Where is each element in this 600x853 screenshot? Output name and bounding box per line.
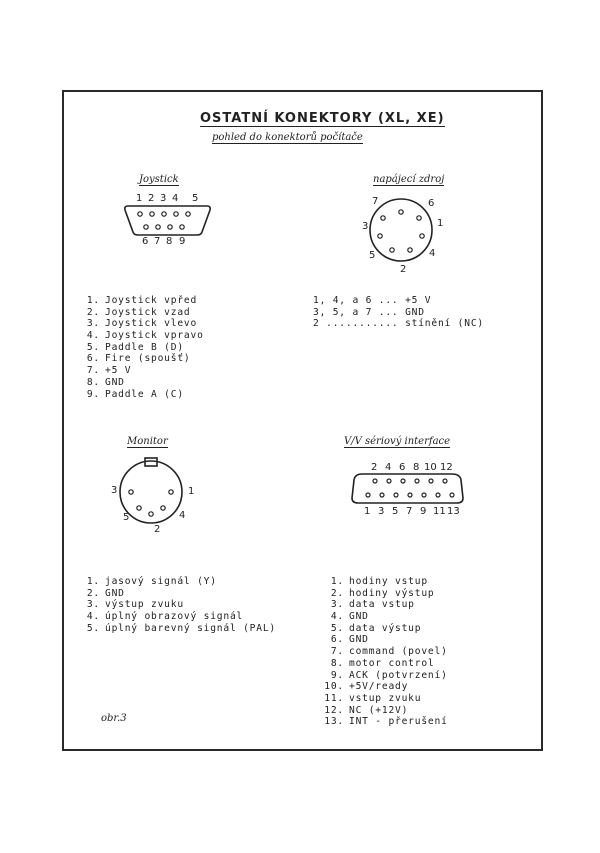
serial-pin [429, 479, 433, 483]
list-item [77, 611, 276, 623]
pin-description: +5 V [105, 365, 132, 377]
pin-description: Joystick vzad [105, 306, 191, 318]
pin-number: 1. [86, 576, 100, 587]
list-item [313, 318, 484, 330]
pin-number: 3. [86, 318, 100, 330]
list-item [77, 576, 276, 588]
page-title: OSTATNÍ KONEKTORY (XL, XE) [200, 111, 445, 126]
list-item [317, 611, 448, 623]
pin-description: GND [349, 634, 369, 646]
power-label: napájecí zdroj [373, 174, 445, 185]
list-item [317, 646, 448, 658]
power-pin [417, 216, 421, 220]
power-pin-number: 2 [400, 264, 407, 275]
joystick-shell [125, 206, 210, 235]
pin-description: motor control [349, 657, 435, 669]
pin-description: Joystick vpravo [105, 330, 204, 342]
list-item [317, 716, 448, 728]
joystick-pin-number: 5 [192, 193, 199, 204]
pin-number: 12. [324, 704, 344, 716]
pin-number: 6. [330, 634, 344, 646]
pin-number: 2. [86, 306, 100, 318]
monitor-pin [137, 506, 141, 510]
joystick-pin-number: 6 [142, 236, 149, 247]
pin-number: 2. [330, 587, 344, 599]
serial-pinout-list [317, 576, 448, 728]
serial-pin [380, 493, 384, 497]
list-item [317, 623, 448, 635]
page-subtitle: pohled do konektorů počítače [212, 132, 363, 143]
pin-description: GND [349, 611, 369, 623]
serial-connector [352, 474, 463, 503]
pin-number: 7. [86, 365, 100, 377]
serial-pin [387, 479, 391, 483]
list-item [77, 353, 204, 365]
pin-number: 3. [330, 599, 344, 611]
pin-description: GND [105, 376, 125, 388]
serial-pin-number: 11 [433, 506, 446, 517]
pin-number: 6. [86, 353, 100, 365]
pin-description: hodiny výstup [349, 587, 435, 599]
serial-shell [352, 474, 463, 503]
list-item [317, 670, 448, 682]
list-item [77, 623, 276, 635]
joystick-pinout-list [77, 295, 204, 400]
joystick-pin [162, 212, 166, 216]
power-pin-number: 1 [437, 218, 444, 229]
serial-pin-number: 5 [392, 506, 399, 517]
figure-label: obr.3 [101, 713, 127, 724]
list-item [77, 377, 204, 389]
serial-pin [450, 493, 454, 497]
list-item [77, 318, 204, 330]
list-item [77, 307, 204, 319]
joystick-pin-number: 4 [172, 193, 179, 204]
pin-number: 9. [330, 669, 344, 681]
power-pin-number: 5 [369, 250, 376, 261]
pin-number: 4. [86, 611, 100, 623]
serial-pin-number: 4 [385, 462, 392, 473]
pin-description: GND [405, 306, 425, 318]
joystick-pin [174, 212, 178, 216]
list-item [77, 365, 204, 377]
power-pins [378, 210, 424, 252]
monitor-pins [129, 490, 173, 516]
serial-pin [436, 493, 440, 497]
joystick-pin [180, 225, 184, 229]
pin-number: 10. [324, 681, 344, 693]
list-item [77, 599, 276, 611]
monitor-pin-number: 1 [188, 486, 195, 497]
pin-number: 1. [86, 295, 100, 306]
serial-pin-number: 12 [440, 462, 453, 473]
joystick-pins [138, 212, 190, 229]
pin-description: NC (+12V) [349, 704, 409, 716]
pin-description: hodiny vstup [349, 576, 428, 587]
monitor-pin [149, 512, 153, 516]
serial-pin-number: 2 [371, 462, 378, 473]
list-item [317, 693, 448, 705]
pin-description: INT - přerušení [349, 716, 448, 728]
pin-description: data výstup [349, 622, 422, 634]
serial-pin-number: 3 [378, 506, 385, 517]
pin-number: 8. [86, 376, 100, 388]
joystick-connector [125, 206, 210, 235]
list-item [77, 389, 204, 401]
monitor-pin-number: 5 [123, 512, 130, 523]
list-item [317, 681, 448, 693]
pin-number: 2 ........... [313, 318, 399, 330]
pin-number: 13. [324, 716, 344, 728]
joystick-pin-number: 7 [154, 236, 161, 247]
power-pin [390, 248, 394, 252]
pin-description: Joystick vpřed [105, 295, 198, 306]
pin-number: 9. [86, 388, 100, 400]
pin-number: 5. [86, 341, 100, 353]
pin-description: vstup zvuku [349, 692, 422, 704]
joystick-pin-number: 9 [179, 236, 186, 247]
pin-number: 4. [330, 611, 344, 623]
serial-pin-number: 13 [447, 506, 460, 517]
list-item [313, 307, 484, 319]
serial-pin-number: 1 [364, 506, 371, 517]
joystick-pin [186, 212, 190, 216]
pin-description: Joystick vlevo [105, 318, 198, 330]
pin-description: ACK (potvrzení) [349, 669, 448, 681]
serial-pin [394, 493, 398, 497]
monitor-pin-number: 2 [154, 524, 161, 535]
joystick-pin-number: 3 [160, 193, 167, 204]
pin-description: GND [105, 587, 125, 599]
power-shell [370, 198, 435, 261]
pin-number: 3, 5, a 7 ... [313, 306, 399, 318]
power-pin [399, 210, 403, 214]
serial-pin-number: 6 [399, 462, 406, 473]
pin-number: 5. [330, 622, 344, 634]
serial-pin [443, 479, 447, 483]
pin-description: výstup zvuku [105, 599, 184, 611]
power-pin [378, 234, 382, 238]
power-pin [408, 248, 412, 252]
joystick-pin-number: 1 [136, 193, 143, 204]
monitor-pin [129, 490, 133, 494]
monitor-pinout-list [77, 576, 276, 634]
list-item [77, 295, 204, 307]
pin-description: command (povel) [349, 646, 448, 658]
pin-description: +5 V [405, 295, 432, 306]
monitor-pin-number: 3 [111, 485, 118, 496]
serial-pin-number: 7 [406, 506, 413, 517]
pin-description: úplný obrazový signál [105, 611, 244, 623]
joystick-pin [156, 225, 160, 229]
serial-label: V/V sériový interface [344, 436, 451, 447]
pin-description: Paddle B (D) [105, 341, 184, 353]
serial-pin [366, 493, 370, 497]
serial-pin [401, 479, 405, 483]
power-pinout-list [313, 295, 484, 330]
list-item [77, 588, 276, 600]
pin-description: Paddle A (C) [105, 388, 184, 400]
pin-description: jasový signál (Y) [105, 576, 217, 587]
pin-number: 11. [324, 692, 344, 704]
serial-pins [366, 479, 454, 497]
list-item [317, 576, 448, 588]
joystick-pin [168, 225, 172, 229]
joystick-pin [144, 225, 148, 229]
power-pin-number: 4 [429, 248, 436, 259]
list-item [77, 342, 204, 354]
pin-number: 1, 4, a 6 ... [313, 295, 399, 306]
power-pin-number: 3 [362, 221, 369, 232]
list-item [77, 330, 204, 342]
pin-description: data vstup [349, 599, 415, 611]
pin-number: 2. [86, 587, 100, 599]
pin-number: 8. [330, 657, 344, 669]
pin-number: 4. [86, 330, 100, 342]
power-connector [370, 198, 435, 261]
joystick-pin [150, 212, 154, 216]
pin-number: 3. [86, 599, 100, 611]
joystick-label: Joystick [139, 174, 179, 185]
serial-pin [422, 493, 426, 497]
pin-description: Fire (spoušť) [105, 353, 191, 365]
pin-number: 1. [330, 576, 344, 587]
monitor-pin [169, 490, 173, 494]
list-item [317, 634, 448, 646]
serial-pin-number: 8 [413, 462, 420, 473]
power-pin-number: 7 [372, 196, 379, 207]
monitor-pin [161, 506, 165, 510]
serial-pin [408, 493, 412, 497]
serial-pin [373, 479, 377, 483]
list-item [317, 588, 448, 600]
joystick-pin [138, 212, 142, 216]
pin-description: stínění (NC) [405, 318, 484, 330]
monitor-pin-number: 4 [179, 510, 186, 521]
power-pin [381, 216, 385, 220]
serial-pin [415, 479, 419, 483]
serial-pin-number: 10 [424, 462, 437, 473]
joystick-pin-number: 2 [148, 193, 155, 204]
pin-description: +5V/ready [349, 681, 409, 693]
serial-pin-number: 9 [420, 506, 427, 517]
pin-description: úplný barevný signál (PAL) [105, 622, 276, 634]
list-item [317, 658, 448, 670]
joystick-pin-number: 8 [166, 236, 173, 247]
list-item [317, 705, 448, 717]
power-pin [420, 234, 424, 238]
pin-number: 5. [86, 622, 100, 634]
list-item [317, 599, 448, 611]
list-item [313, 295, 484, 307]
power-pin-number: 6 [428, 198, 435, 209]
pin-number: 7. [330, 646, 344, 658]
monitor-label: Monitor [127, 436, 168, 447]
